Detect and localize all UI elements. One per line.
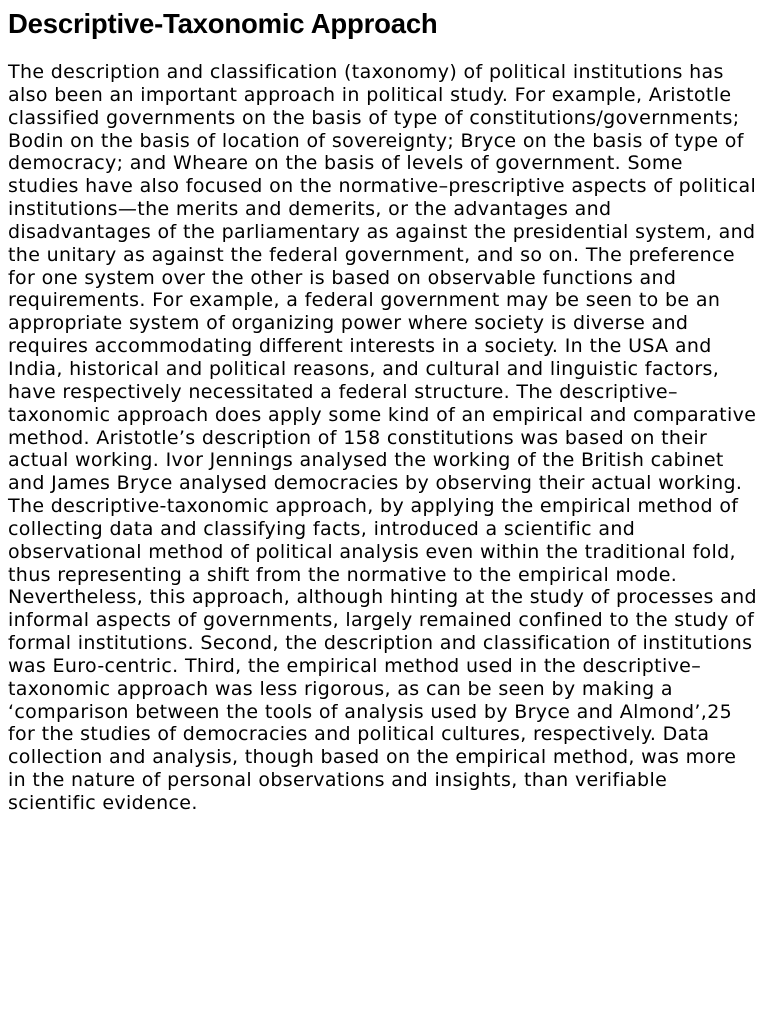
document-page: [8, 0, 758, 815]
section-heading: Descriptive-Taxonomic Approach: [8, 8, 438, 39]
body-paragraph: The description and classification (taxonomy) of political institutions has also been an important approach in political study. For example, Aristotle classified governments on the basis of type of constitutions/governments; Bodin on the basis of location of sovereignty; Bryce on the basis of type of democracy; and Wheare on the basis of levels of government. Some studies have also focused on the normative–prescriptive aspects of political institutions—the merits and demerits, or the advantages and disadvantages of the parliamentary as against the presidential system, and the unitary as against the federal government, and so on. The preference for one system over the other is based on observable functions and requirements. For example, a federal government may be seen to be an appropriate system of organizing power where society is diverse and requires accommodating different interests in a society. In the USA and India, historical and political reasons, and cultural and linguistic factors, have respectively necessitated a federal structure. The descriptive–taxonomic approach does apply some kind of an empirical and comparative method. Aristotle’s description of 158 constitutions was based on their actual working. Ivor Jennings analysed the working of the British cabinet and James Bryce analysed democracies by observing their actual working. The descriptive-taxonomic approach, by applying the empirical method of collecting data and classifying facts, introduced a scientific and observational method of political analysis even within the traditional fold, thus representing a shift from the normative to the empirical mode. Nevertheless, this approach, although hinting at the study of processes and informal aspects of governments, largely remained confined to the study of formal institutions. Second, the description and classification of institutions was Euro-centric. Third, the empirical method used in the descriptive–taxonomic approach was less rigorous, as can be seen by making a ‘comparison between the tools of analysis used by Bryce and Almond’,25 for the studies of democracies and political cultures, respectively. Data collection and analysis, though based on the empirical method, was more in the nature of personal observations and insights, than verifiable scientific evidence.: [8, 61, 757, 814]
